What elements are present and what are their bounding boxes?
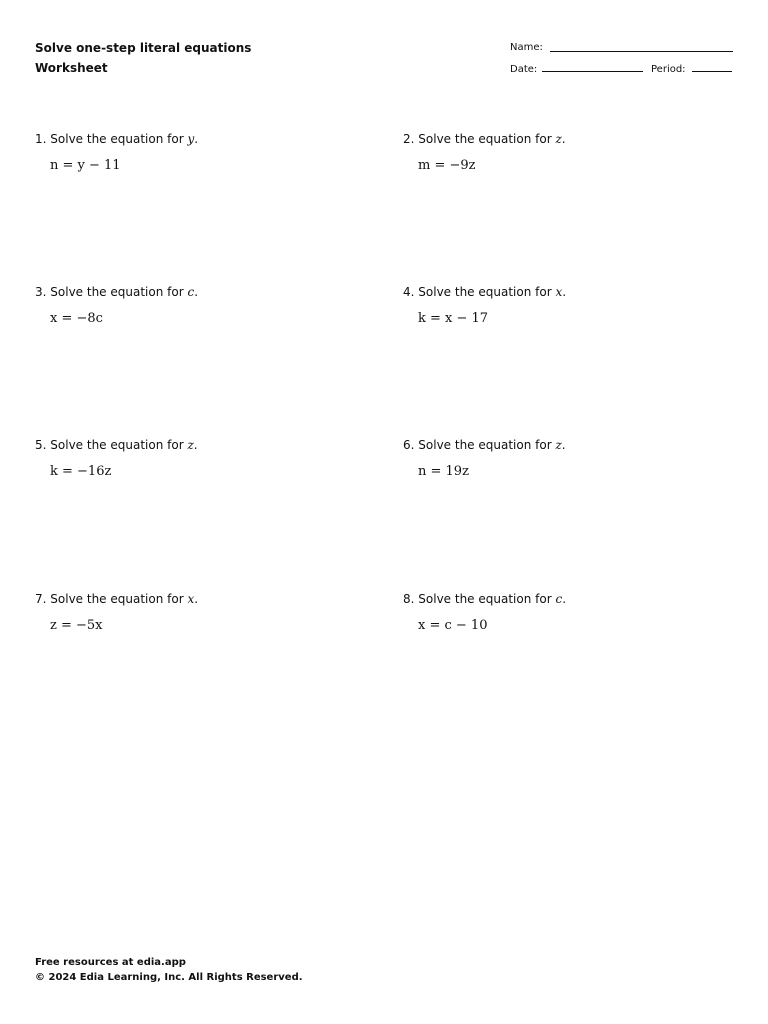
target-variable: c xyxy=(555,592,563,606)
equation: n = 19z xyxy=(418,464,469,479)
problem-instruction: Solve the equation for xyxy=(50,132,184,146)
problem-number: 6. xyxy=(403,438,415,452)
problem-5 xyxy=(35,437,365,480)
equation: m = −9z xyxy=(418,158,476,173)
problem-prompt: 8. Solve the equation for c. xyxy=(403,592,567,606)
problem-number: 1. xyxy=(35,132,47,146)
problem-number: 3. xyxy=(35,285,47,299)
worksheet-title: Solve one-step literal equations xyxy=(35,41,252,55)
problem-prompt: 1. Solve the equation for y. xyxy=(35,132,199,146)
problem-instruction: Solve the equation for xyxy=(418,592,552,606)
worksheet-subtitle: Worksheet xyxy=(35,61,108,75)
target-variable: c xyxy=(187,285,195,299)
problem-instruction: Solve the equation for xyxy=(50,285,184,299)
target-variable: z xyxy=(555,438,562,452)
target-variable: x xyxy=(187,592,195,606)
equation: z = −5x xyxy=(50,618,103,633)
problem-1 xyxy=(35,131,365,174)
date-label: Date: xyxy=(510,64,538,75)
problem-prompt: 4. Solve the equation for x. xyxy=(403,285,567,299)
footer-copyright: © 2024 Edia Learning, Inc. All Rights Reserved. xyxy=(35,972,303,983)
target-variable: z xyxy=(555,132,562,146)
period-field[interactable] xyxy=(692,71,732,72)
name-label: Name: xyxy=(510,42,543,53)
problem-prompt: 3. Solve the equation for c. xyxy=(35,285,199,299)
problem-2 xyxy=(403,131,733,174)
target-variable: x xyxy=(555,285,563,299)
problem-8 xyxy=(403,591,733,634)
problem-prompt: 6. Solve the equation for z. xyxy=(403,438,566,452)
problem-instruction: Solve the equation for xyxy=(418,438,552,452)
footer xyxy=(35,955,303,985)
problem-3 xyxy=(35,284,365,327)
equation: k = x − 17 xyxy=(418,311,489,326)
problem-instruction: Solve the equation for xyxy=(418,285,552,299)
problem-instruction: Solve the equation for xyxy=(418,132,552,146)
problem-number: 8. xyxy=(403,592,415,606)
problem-number: 5. xyxy=(35,438,47,452)
problem-4 xyxy=(403,284,733,327)
problem-prompt: 7. Solve the equation for x. xyxy=(35,592,199,606)
problem-number: 2. xyxy=(403,132,415,146)
problem-instruction: Solve the equation for xyxy=(50,592,184,606)
problem-7 xyxy=(35,591,365,634)
name-field[interactable] xyxy=(550,51,733,52)
equation: k = −16z xyxy=(50,464,112,479)
problem-instruction: Solve the equation for xyxy=(50,438,184,452)
problem-number: 4. xyxy=(403,285,415,299)
equation: x = c − 10 xyxy=(418,618,488,633)
equation: x = −8c xyxy=(50,311,103,326)
worksheet-title-block xyxy=(35,38,251,78)
problem-prompt: 5. Solve the equation for z. xyxy=(35,438,198,452)
footer-resources: Free resources at edia.app xyxy=(35,957,186,968)
problem-number: 7. xyxy=(35,592,47,606)
problem-6 xyxy=(403,437,733,480)
target-variable: y xyxy=(187,132,195,146)
date-field[interactable] xyxy=(542,71,643,72)
target-variable: z xyxy=(187,438,194,452)
equation: n = y − 11 xyxy=(50,158,121,173)
problem-prompt: 2. Solve the equation for z. xyxy=(403,132,566,146)
period-label: Period: xyxy=(651,64,686,75)
